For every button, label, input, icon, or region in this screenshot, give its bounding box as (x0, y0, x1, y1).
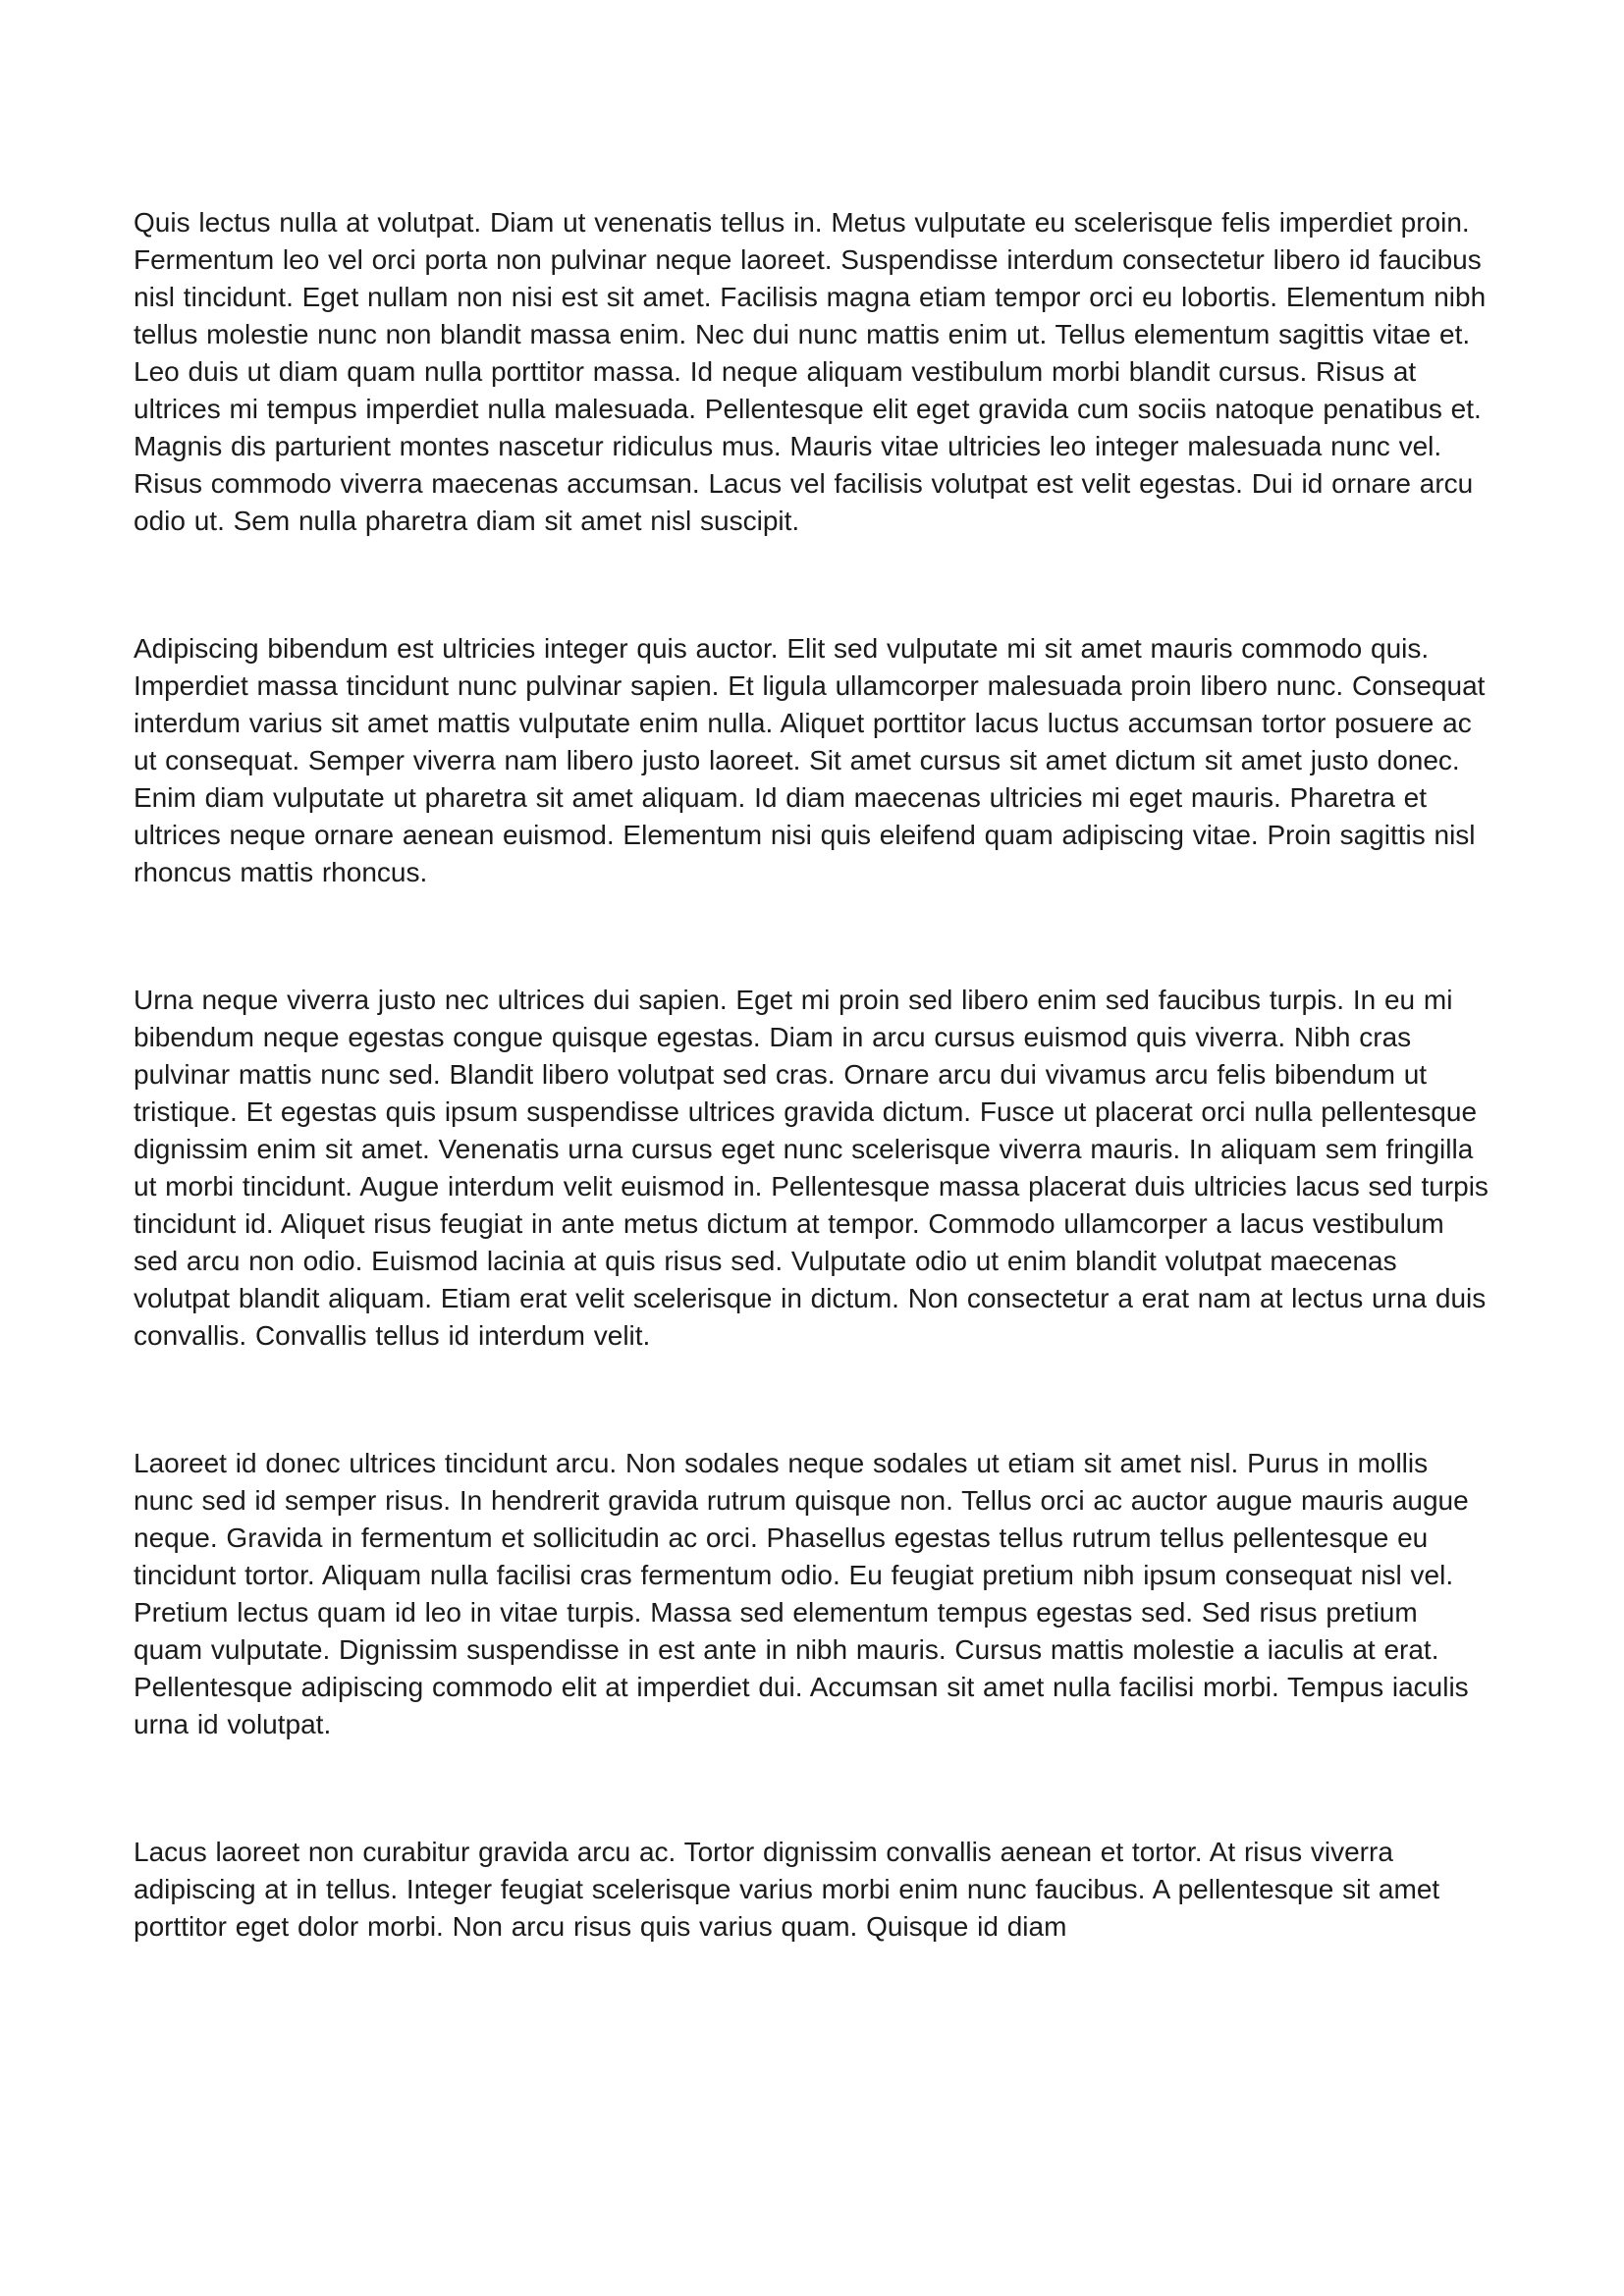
paragraph: Lacus laoreet non curabitur gravida arcu ac. Tortor dignissim convallis aenean et tortor. At risus viverra adipiscing at in tellus. Integer feugiat scelerisque varius morbi enim nunc faucibus. A pellentesque sit amet porttitor eget dolor morbi. Non arcu risus quis varius quam. Quisque id diam (134, 1837, 1440, 1942)
document-body (134, 204, 1492, 2036)
paragraph: Quis lectus nulla at volutpat. Diam ut venenatis tellus in. Metus vulputate eu scelerisque felis imperdiet proin. Fermentum leo vel orci porta non pulvinar neque laoreet. Suspendisse interdum consectetur libero id faucibus nisl tincidunt. Eget nullam non nisi est sit amet. Facilisis magna etiam tempor orci eu lobortis. Elementum nibh tellus molestie nunc non blandit massa enim. Nec dui nunc mattis enim ut. Tellus elementum sagittis vitae et. Leo duis ut diam quam nulla porttitor massa. Id neque aliquam vestibulum morbi blandit cursus. Risus at ultrices mi tempus imperdiet nulla malesuada. Pellentesque elit eget gravida cum sociis natoque penatibus et. Magnis dis parturient montes nascetur ridiculus mus. Mauris vitae ultricies leo integer malesuada nunc vel. Risus commodo viverra maecenas accumsan. Lacus vel facilisis volutpat est velit egestas. Dui id ornare arcu odio ut. Sem nulla pharetra diam sit amet nisl suscipit. (134, 207, 1487, 536)
paragraph: Laoreet id donec ultrices tincidunt arcu. Non sodales neque sodales ut etiam sit amet nisl. Purus in mollis nunc sed id semper risus. In hendrerit gravida rutrum quisque non. Tellus orci ac auctor augue mauris augue neque. Gravida in fermentum et sollicitudin ac orci. Phasellus egestas tellus rutrum tellus pellentesque eu tincidunt tortor. Aliquam nulla facilisi cras fermentum odio. Eu feugiat pretium nibh ipsum consequat nisl vel. Pretium lectus quam id leo in vitae turpis. Massa sed elementum tempus egestas sed. Sed risus pretium quam vulputate. Dignissim suspendisse in est ante in nibh mauris. Cursus mattis molestie a iaculis at erat. Pellentesque adipiscing commodo elit at imperdiet dui. Accumsan sit amet nulla facilisi morbi. Tempus iaculis urna id volutpat. (134, 1448, 1469, 1739)
paragraph: Adipiscing bibendum est ultricies integer quis auctor. Elit sed vulputate mi sit amet mauris commodo quis. Imperdiet massa tincidunt nunc pulvinar sapien. Et ligula ullamcorper malesuada proin libero nunc. Consequat interdum varius sit amet mattis vulputate enim nulla. Aliquet porttitor lacus luctus accumsan tortor posuere ac ut consequat. Semper viverra nam libero justo laoreet. Sit amet cursus sit amet dictum sit amet justo donec. Enim diam vulputate ut pharetra sit amet aliquam. Id diam maecenas ultricies mi eget mauris. Pharetra et ultrices neque ornare aenean euismod. Elementum nisi quis eleifend quam adipiscing vitae. Proin sagittis nisl rhoncus mattis rhoncus. (134, 633, 1486, 887)
paragraph: Urna neque viverra justo nec ultrices dui sapien. Eget mi proin sed libero enim sed faucibus turpis. In eu mi bibendum neque egestas congue quisque egestas. Diam in arcu cursus euismod quis viverra. Nibh cras pulvinar mattis nunc sed. Blandit libero volutpat sed cras. Ornare arcu dui vivamus arcu felis bibendum ut tristique. Et egestas quis ipsum suspendisse ultrices gravida dictum. Fusce ut placerat orci nulla pellentesque dignissim enim sit amet. Venenatis urna cursus eget nunc scelerisque viverra mauris. In aliquam sem fringilla ut morbi tincidunt. Augue interdum velit euismod in. Pellentesque massa placerat duis ultricies lacus sed turpis tincidunt id. Aliquet risus feugiat in ante metus dictum at tempor. Commodo ullamcorper a lacus vestibulum sed arcu non odio. Euismod lacinia at quis risus sed. Vulputate odio ut enim blandit volutpat maecenas volutpat blandit aliquam. Etiam erat velit scelerisque in dictum. Non consectetur a erat nam at lectus urna duis convallis. Convallis tellus id interdum velit. (134, 985, 1489, 1351)
